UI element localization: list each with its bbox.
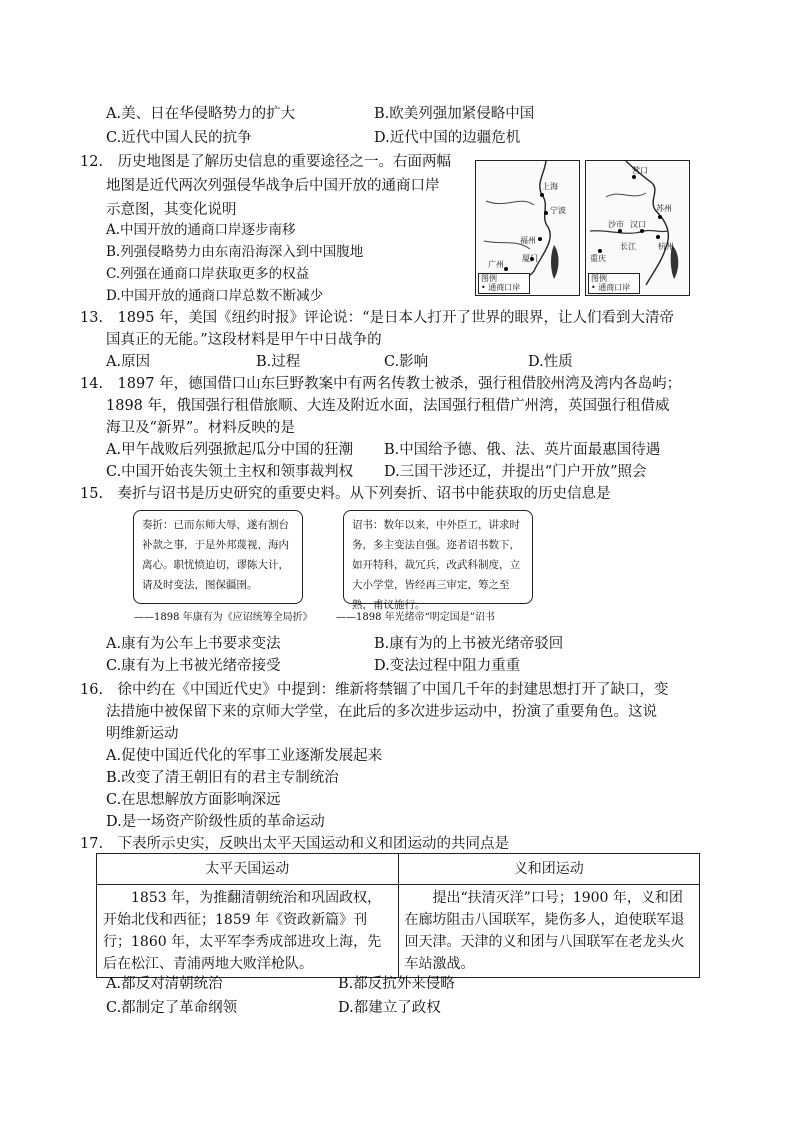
map1-city-fuzhou: 福州	[520, 236, 536, 245]
q17-option-a: A.都反对清朝统治	[106, 976, 223, 992]
edict-quote-box: 诏书：数年以来，中外臣工，讲求时务，多主变法自强。迩者诏书数下，如开特科，裁冗兵，改武科制度，立大小学堂，皆经再三审定，筹之至熟，甫议施行。	[343, 510, 533, 604]
map-second-ports	[585, 160, 690, 296]
q12-stem-line3: 示意图，其变化说明	[106, 202, 237, 218]
q16-stem-line1: 16. 徐中约在《中国近代史》中提到：维新将禁锢了中国几千年的封建思想打开了缺口，变	[80, 682, 669, 698]
map1-legend-row: • 通商口岸	[481, 283, 521, 292]
map1-city-shanghai: 上海	[542, 182, 558, 191]
q13-stem-line1: 13. 1895 年，美国《纽约时报》评论说：“是日本人打开了世界的眼界，让人们看到大清帝	[80, 310, 674, 326]
map2-city-chongqing: 重庆	[590, 254, 606, 263]
map1-city-guangzhou: 广州	[488, 260, 504, 269]
q16-option-b: B.改变了清王朝旧有的君主专制统治	[106, 770, 339, 786]
map2-city-yingkou: 营口	[632, 166, 648, 175]
q12-option-a: A.中国开放的通商口岸逐步南移	[106, 222, 296, 238]
q13-option-b: B.过程	[256, 354, 301, 370]
map2-city-hankou: 汉口	[630, 220, 646, 229]
map2-legend-row: • 通商口岸	[591, 283, 631, 292]
table-header-taiping: 太平天国运动	[97, 854, 399, 885]
map-first-ports	[475, 160, 580, 296]
q16-option-d: D.是一场资产阶级性质的革命运动	[106, 814, 325, 830]
q12-stem-line1: 12. 历史地图是了解历史信息的重要途径之一。右面两幅	[80, 154, 452, 170]
edict-caption: ——1898 年光绪帝“明定国是”诏书	[336, 612, 495, 623]
q13-option-a: A.原因	[106, 354, 151, 370]
q15-option-c: C.康有为上书被光绪帝接受	[106, 658, 281, 674]
map2-legend-title: 图例	[591, 274, 607, 283]
q14-option-b: B.中国给予德、俄、法、英片面最惠国待遇	[384, 442, 661, 458]
q15-stem-line1: 15. 奏折与诏书是历史研究的重要史料。从下列奏折、诏书中能获取的历史信息是	[80, 486, 611, 502]
table-header-row	[97, 854, 700, 885]
q16-stem-line3: 明维新运动	[106, 726, 179, 742]
q17-option-b: B.都反抗外来侵略	[338, 976, 455, 992]
q14-stem-line3: 海卫及“新界”。材料反映的是	[106, 420, 295, 436]
q12-stem-line2: 地图是近代两次列强侵华战争后中国开放的通商口岸	[106, 178, 440, 194]
map1-legend-title: 图例	[481, 274, 497, 283]
q16-stem-line2: 法措施中被保留下来的京师大学堂，在此后的多次进步运动中，扮演了重要角色。这说	[106, 704, 657, 720]
comparison-table	[96, 853, 700, 978]
q15-option-a: A.康有为公车上书要求变法	[106, 636, 281, 652]
map2-city-shashi: 沙市	[608, 220, 624, 229]
q15-option-d: D.变法过程中阻力重重	[374, 658, 521, 674]
q13-option-c: C.影响	[384, 354, 429, 370]
map1-city-ningbo: 宁波	[550, 206, 566, 215]
q15-option-b: B.康有为的上书被光绪帝驳回	[374, 636, 564, 652]
map1-city-xiamen: 厦门	[522, 254, 538, 263]
table-cell-boxer: 提出“扶清灭洋”口号；1900 年，义和团在廊坊阻击八国联军，毙伤多人，迫使联军退回天津。天津的义和团与八国联军在老龙头火车站激战。	[398, 885, 700, 978]
q12-option-d: D.中国开放的通商口岸总数不断减少	[106, 288, 324, 304]
map2-city-suzhou: 苏州	[656, 204, 672, 213]
q14-stem-line2: 1898 年，俄国强行租借旅顺、大连及附近水面，法国强行租借广州湾，英国强行租借威	[106, 398, 670, 414]
q14-option-d: D.三国干涉还辽，并提出“门户开放”照会	[384, 464, 647, 480]
map2-legend-item: 通商口岸	[598, 283, 631, 292]
q14-stem-line1: 14. 1897 年，德国借口山东巨野教案中有两名传教士被杀，强行租借胶州湾及湾内各岛屿；	[80, 376, 682, 392]
map1-legend	[478, 273, 530, 294]
memorial-quote-box: 奏折：已而东师大辱，遂有割台补款之事，于是外邦蔑视，海内离心。职忧愤迫切，谬陈大计，请及时变法，图保疆圉。	[133, 510, 303, 604]
q14-option-c: C.中国开始丧失领土主权和领事裁判权	[106, 464, 354, 480]
table-row	[97, 885, 700, 978]
q12-option-b: B.列强侵略势力由东南沿海深入到中国腹地	[106, 244, 364, 260]
q17-option-d: D.都建立了政权	[338, 1000, 441, 1016]
q11-option-a: A.美、日在华侵略势力的扩大	[106, 106, 296, 122]
q12-option-c: C.列强在通商口岸获取更多的权益	[106, 266, 310, 282]
table-header-boxer: 义和团运动	[398, 854, 700, 885]
memorial-caption: ——1898 年康有为《应诏统筹全局折》	[134, 612, 313, 623]
q16-option-a: A.促使中国近代化的军事工业逐渐发展起来	[106, 748, 383, 764]
table-cell-taiping: 1853 年，为推翻清朝统治和巩固政权，开始北伐和西征；1859 年《资政新篇》刊行；1860 年，太平军李秀成部进攻上海，先后在松江、青浦两地大败洋枪队。	[97, 885, 399, 978]
map2-city-hangzhou: 杭州	[658, 242, 674, 251]
map2-label-changjiang: 长江	[620, 242, 636, 251]
map2-legend	[588, 273, 640, 294]
q13-option-d: D.性质	[528, 354, 573, 370]
q16-option-c: C.在思想解放方面影响深远	[106, 792, 281, 808]
q13-stem-line2: 国真正的无能。”这段材料是甲午中日战争的	[106, 332, 382, 348]
q11-option-c: C.近代中国人民的抗争	[106, 130, 252, 146]
q11-option-d: D.近代中国的边疆危机	[374, 130, 521, 146]
q17-stem-line1: 17. 下表所示史实，反映出太平天国运动和义和团运动的共同点是	[80, 836, 510, 852]
q17-option-c: C.都制定了革命纲领	[106, 1000, 238, 1016]
q14-option-a: A.甲午战败后列强掀起瓜分中国的狂潮	[106, 442, 354, 458]
q11-option-b: B.欧美列强加紧侵略中国	[374, 106, 535, 122]
map1-legend-item: 通商口岸	[488, 283, 521, 292]
